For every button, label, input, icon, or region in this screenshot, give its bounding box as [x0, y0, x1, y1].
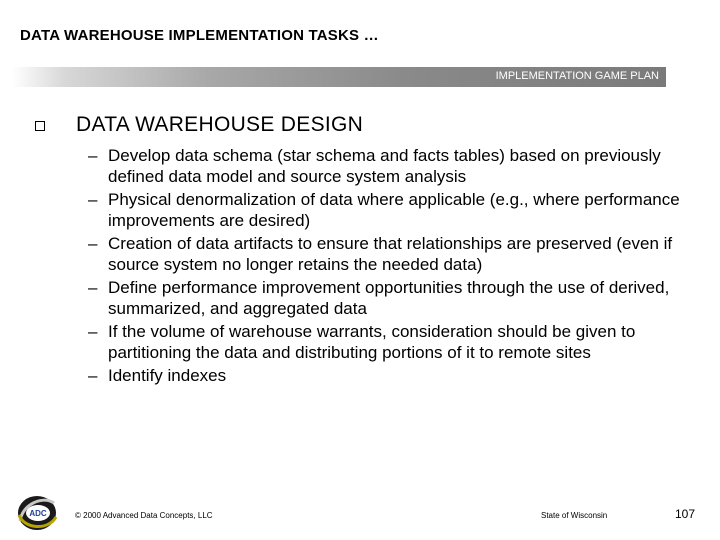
- list-item-text: Define performance improvement opportunities through the use of derived, summarized, and aggregated data: [108, 278, 670, 318]
- adc-logo-icon: [14, 493, 58, 533]
- banner-label: IMPLEMENTATION GAME PLAN: [495, 70, 659, 82]
- dash-bullet: –: [88, 278, 98, 297]
- task-list: [88, 145, 688, 388]
- section-heading: DATA WAREHOUSE DESIGN: [76, 113, 364, 136]
- list-item-text: Identify indexes: [108, 366, 227, 385]
- page-number: 107: [675, 507, 696, 521]
- organization-text: State of Wisconsin: [541, 511, 608, 520]
- list-item: [88, 145, 688, 187]
- list-item-text: If the volume of warehouse warrants, consideration should be given to partitioning the data and distributing portions of it to remote sites: [108, 322, 636, 362]
- list-item: [88, 189, 688, 231]
- list-item-text: Develop data schema (star schema and facts tables) based on previously defined data model and source system analysis: [108, 146, 661, 186]
- square-bullet-icon: [35, 121, 45, 131]
- dash-bullet: –: [88, 190, 98, 209]
- logo-text: ADC: [29, 509, 47, 518]
- slide-title: DATA WAREHOUSE IMPLEMENTATION TASKS …: [20, 27, 379, 44]
- dash-bullet: –: [88, 366, 98, 385]
- list-item: [88, 321, 688, 363]
- dash-bullet: –: [88, 146, 98, 165]
- copyright-text: © 2000 Advanced Data Concepts, LLC: [75, 511, 213, 520]
- list-item: [88, 277, 688, 319]
- section-banner: [12, 67, 666, 87]
- list-item: [88, 365, 688, 386]
- dash-bullet: –: [88, 234, 98, 253]
- list-item-text: Creation of data artifacts to ensure that relationships are preserved (even if source system no longer retains the needed data): [108, 234, 673, 274]
- dash-bullet: –: [88, 322, 98, 341]
- list-item: [88, 233, 688, 275]
- list-item-text: Physical denormalization of data where applicable (e.g., where performance improvements are desired): [108, 190, 680, 230]
